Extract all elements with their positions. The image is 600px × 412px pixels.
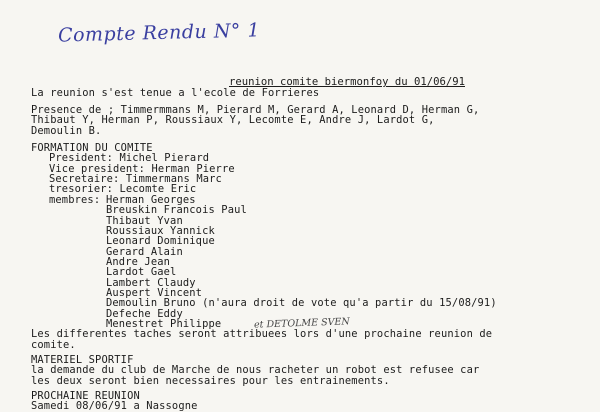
member-line: Defeche Eddy xyxy=(106,307,183,320)
prochaine-heading: PROCHAINE REUNION xyxy=(31,390,140,403)
intro-line: La reunion s'est tenue a l'ecole de Forrieres xyxy=(31,87,320,99)
prochaine-line: Samedi 08/06/91 a Nassogne xyxy=(31,400,198,412)
materiel-heading: MATERIEL SPORTIF xyxy=(31,354,134,367)
member-line: Roussiaux Yannick xyxy=(106,224,215,237)
member-line: Lambert Claudy xyxy=(106,276,196,289)
member-line: Leonard Dominique xyxy=(106,235,215,248)
presence-line: Thibaut Y, Herman P, Roussiaux Y, Lecomte E, Andre J, Lardot G, xyxy=(31,114,435,127)
handwritten-note: et DETOLME SVEN xyxy=(253,316,350,331)
presence-line: Demoulin B. xyxy=(31,124,102,137)
handwritten-title: Compte Rendu N° 1 xyxy=(57,19,261,47)
member-line: Lardot Gael xyxy=(106,266,177,279)
taches-line: comite. xyxy=(31,338,76,351)
member-line: Auspert Vincent xyxy=(106,286,203,299)
member-line: Herman Georges xyxy=(106,193,196,206)
role-line: Secretaire: Timmermans Marc xyxy=(49,173,222,186)
member-line: Demoulin Bruno (n'aura droit de vote qu'a partir du 15/08/91) xyxy=(106,297,497,310)
member-line: Andre Jean xyxy=(106,255,171,268)
materiel-line: la demande du club de Marche de nous racheter un robot est refusee car xyxy=(31,364,480,377)
membres-label: membres: xyxy=(49,193,101,206)
member-line: Thibaut Yvan xyxy=(106,214,183,227)
role-line: Vice president: Herman Pierre xyxy=(49,162,235,175)
taches-line: Les differentes taches seront attribuees lors d'une prochaine reunion de xyxy=(31,328,493,341)
role-line: tresorier: Lecomte Eric xyxy=(49,183,197,196)
member-line: Breuskin Francois Paul xyxy=(106,204,247,217)
presence-line: Presence de ; Timmermmans M, Pierard M, Gerard A, Leonard D, Herman G, xyxy=(31,104,480,116)
member-line: Gerard Alain xyxy=(106,245,183,258)
role-line: President: Michel Pierard xyxy=(49,152,210,165)
materiel-line: les deux seront bien necessaires pour les entrainements. xyxy=(31,374,390,387)
formation-heading: FORMATION DU COMITE xyxy=(31,142,153,155)
member-line: Menestret Philippe xyxy=(106,318,222,330)
document-title: reunion comite biermonfoy du 01/06/91 xyxy=(229,76,465,88)
